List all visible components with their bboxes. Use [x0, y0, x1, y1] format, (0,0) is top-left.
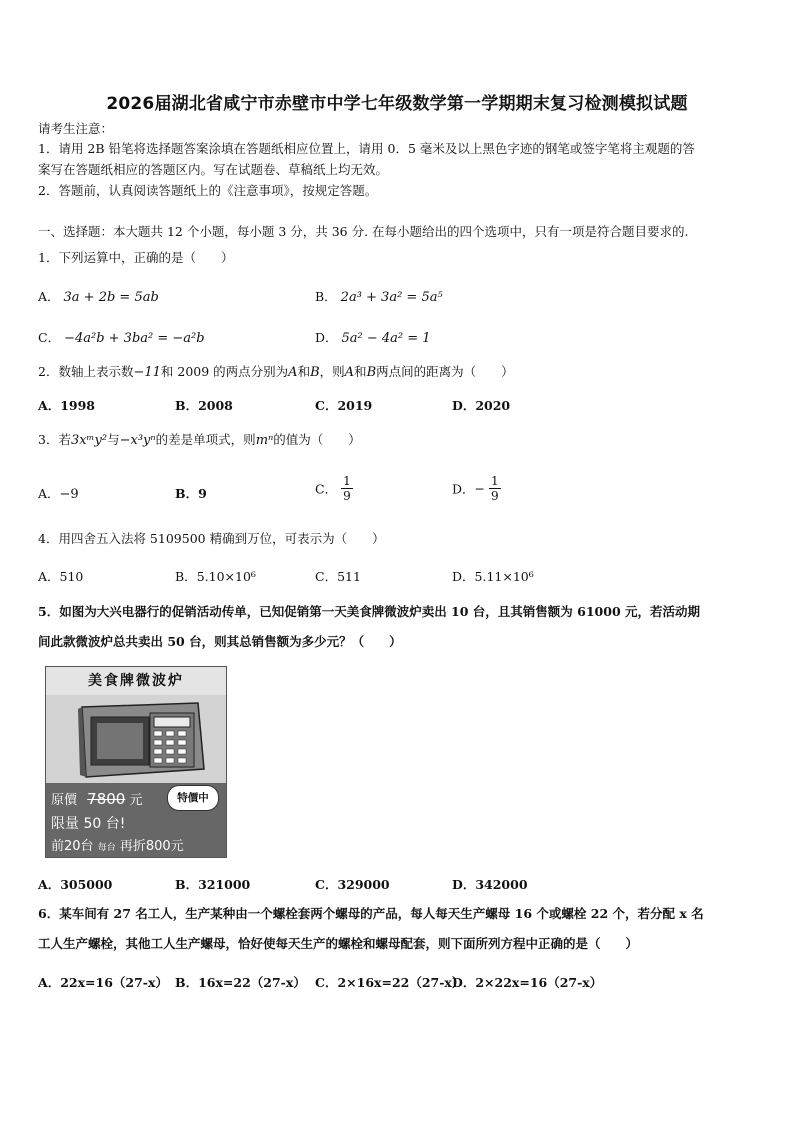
q4-stem: 4．用四舍五入法将 5109500 精确到万位，可表示为（ ）	[38, 531, 385, 546]
promo-price-row	[51, 789, 143, 808]
promo-original-price: 7800	[87, 790, 126, 808]
q3-option-b-value: 9	[198, 486, 207, 501]
q1-option-b[interactable]	[315, 287, 443, 305]
q3-stem-part: 与	[107, 432, 120, 447]
q2-point-a: A	[288, 365, 298, 380]
q3-option-a-value: −9	[59, 487, 79, 502]
q2-option-a[interactable]: A．1998	[38, 398, 95, 413]
promo-price-unit: 元	[129, 793, 143, 808]
q2-option-b[interactable]: B．2008	[175, 398, 233, 413]
q5-option-a[interactable]: A．305000	[38, 877, 113, 892]
q5-option-d[interactable]: D．342000	[452, 877, 528, 892]
option-label: B．	[315, 289, 337, 304]
promo-deal-each: 每台	[97, 843, 116, 853]
q2-option-d[interactable]: D．2020	[452, 398, 511, 413]
promo-deal-row	[51, 835, 184, 854]
q1-option-b-expr: 2a³ + 3a² = 5a⁵	[340, 290, 443, 305]
microwave-icon	[46, 695, 226, 785]
q2-point-a: A	[344, 365, 355, 380]
q5-option-b[interactable]: B．321000	[175, 877, 251, 892]
q2-stem	[38, 364, 514, 381]
q2-point-b: B	[366, 365, 377, 380]
q4-option-a[interactable]	[38, 567, 83, 585]
q5-stem-line-2: 间此款微波炉总共卖出 50 台，则其总销售额为多少元？（ ）	[38, 634, 402, 649]
option-label: A．	[38, 569, 60, 584]
q3-expr-1: 3xᵐy²	[70, 433, 108, 448]
notice-line-1b: 案写在答题纸相应的答题区内。写在试题卷、草稿纸上均无效。	[38, 162, 389, 177]
option-label: D．	[452, 569, 475, 584]
q1-option-a-expr: 3a + 2b = 5ab	[63, 290, 159, 305]
q2-stem-part: 和	[354, 364, 367, 379]
q2-stem-part: 2．数轴上表示数	[38, 364, 134, 379]
q4-option-d[interactable]	[452, 567, 534, 585]
promo-deal-first: 前20台	[51, 839, 94, 854]
q6-option-c[interactable]: C．2×16x=22（27-x）	[315, 975, 465, 990]
q2-stem-part: 两点间的距离为（ ）	[376, 364, 514, 379]
q4-option-c-value: 511	[337, 569, 361, 584]
q3-stem-part: 的值为（ ）	[273, 432, 361, 447]
q1-option-c-expr: −4a²b + 3ba² = −a²b	[64, 331, 205, 346]
notice-line-1a: 1．请用 2B 铅笔将选择题答案涂填在答题纸相应位置上，请用 0．5 毫米及以上黑色字迹的钢笔或签字笔将主观题的答	[38, 141, 695, 156]
fraction-denominator: 9	[343, 489, 351, 503]
option-label: B．	[175, 486, 199, 501]
promo-price-label: 原價	[51, 793, 78, 808]
promo-flyer-image	[45, 666, 227, 858]
q2-stem-part: ，则	[319, 364, 345, 379]
option-label: C．	[315, 481, 338, 497]
page-title: 2026届湖北省咸宁市赤壁市中学七年级数学第一学期期末复习检测模拟试题	[106, 94, 688, 114]
option-label: D．	[315, 330, 338, 345]
fraction-numerator: 1	[343, 474, 351, 488]
q6-option-a[interactable]: A．22x=16（27-x）	[38, 975, 168, 990]
q4-option-b-value: 5.10×10⁶	[196, 569, 256, 584]
q3-option-b[interactable]	[175, 484, 207, 502]
section-heading: 一、选择题：本大题共 12 个小题，每小题 3 分，共 36 分. 在每小题给出的四个选项中，只有一项是符合题目要求的.	[38, 224, 689, 239]
q2-number: −11	[133, 365, 161, 380]
option-label: D．	[452, 481, 475, 497]
q1-stem: 1．下列运算中，正确的是（ ）	[38, 250, 234, 265]
q2-stem-part: 和 2009 的两点分别为	[160, 364, 289, 379]
option-label: C．	[315, 569, 338, 584]
q4-option-d-value: 5.11×10⁶	[474, 569, 534, 584]
q4-option-a-value: 510	[59, 569, 84, 584]
option-label: C．	[38, 330, 61, 345]
q3-stem	[38, 432, 361, 449]
promo-limit: 限量 50 台!	[51, 816, 126, 832]
q1-option-d-expr: 5a² − 4a² = 1	[341, 331, 431, 346]
q4-option-b[interactable]	[175, 567, 256, 585]
q2-option-c[interactable]: C．2019	[315, 398, 373, 413]
option-label: A．	[38, 289, 60, 304]
notice-heading: 请考生注意：	[38, 121, 114, 136]
fraction-numerator: 1	[491, 474, 499, 488]
notice-line-2: 2．答题前，认真阅读答题纸上的《注意事项》，按规定答题。	[38, 183, 378, 198]
q2-stem-part: 和	[297, 364, 311, 379]
q1-option-a[interactable]	[38, 287, 159, 305]
promo-heading: 美食牌微波炉	[46, 667, 226, 695]
q6-option-d[interactable]: D．2×22x=16（27-x）	[452, 975, 603, 990]
q3-option-d-fraction	[489, 474, 501, 503]
minus-sign: −	[474, 481, 486, 496]
fraction-denominator: 9	[491, 489, 499, 503]
q6-stem-line-2: 工人生产螺栓，其他工人生产螺母，恰好使每天生产的螺栓和螺母配套，则下面所列方程中正确的是（ ）	[38, 936, 639, 951]
q3-option-d[interactable]	[452, 474, 501, 503]
q3-stem-part: 3．若	[38, 432, 71, 447]
q3-option-a[interactable]	[38, 484, 79, 502]
q3-stem-part: 的差是单项式，则	[155, 432, 256, 447]
q3-expr-2: −x³yⁿ	[119, 433, 156, 448]
promo-sale-badge: 特價中	[167, 785, 219, 811]
q6-option-b[interactable]: B．16x=22（27-x）	[175, 975, 306, 990]
option-label: A．	[38, 486, 60, 501]
q1-option-d[interactable]	[315, 328, 431, 346]
q5-option-c[interactable]: C．329000	[315, 877, 390, 892]
q4-option-c[interactable]	[315, 567, 361, 585]
q1-option-c[interactable]	[38, 328, 205, 346]
q3-option-c-fraction	[341, 474, 353, 503]
promo-deal-discount: 再折800元	[119, 839, 184, 854]
q3-option-c[interactable]	[315, 474, 353, 503]
q5-stem-line-1: 5．如图为大兴电器行的促销活动传单，已知促销第一天美食牌微波炉卖出 10 台，且其销售额为 61000 元，若活动期	[38, 604, 700, 619]
option-label: B．	[175, 569, 197, 584]
q3-expr-3: mⁿ	[255, 433, 274, 448]
q2-point-b: B	[310, 365, 320, 380]
q6-stem-line-1: 6．某车间有 27 名工人，生产某种由一个螺栓套两个螺母的产品，每人每天生产螺母 16 个或螺栓 22 个，若分配 x 名	[38, 906, 704, 921]
